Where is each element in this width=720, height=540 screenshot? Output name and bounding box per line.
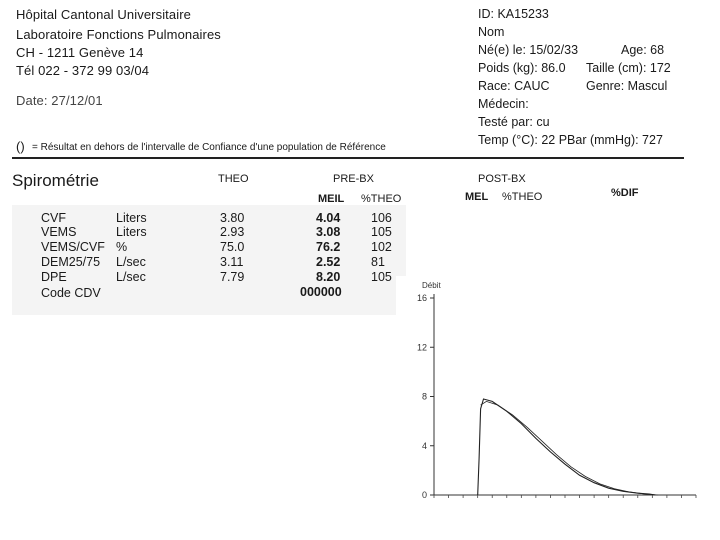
row-name: VEMS/CVF [41,240,105,254]
row-theo: 2.93 [220,225,245,239]
header-divider [12,157,684,159]
row-meil: 2.52 [316,255,341,269]
col-header-pct-theo: %THEO [361,193,402,205]
row-unit: Liters [116,225,147,239]
row-pct-theo: 81 [371,255,385,269]
y-tick-label: 12 [416,342,427,353]
patient-physician: Médecin: [478,97,529,111]
row-theo: 3.11 [220,255,244,269]
col-header-mel: MEL [465,191,489,203]
row-meil: 3.08 [316,225,341,239]
row-name: DPE [41,270,67,284]
row-meil: 4.04 [316,211,341,225]
row-meil: 76.2 [316,240,341,254]
legend-symbol: () [16,139,25,154]
row-unit: L/sec [116,270,146,284]
col-header-pct-theo-post: %THEO [502,191,543,203]
patient-weight: Poids (kg): 86.0 [478,61,566,75]
patient-conditions: Temp (°C): 22 PBar (mmHg): 727 [478,133,663,147]
hospital-name: Hôpital Cantonal Universitaire [16,7,191,22]
patient-gender: Genre: Mascul [586,79,668,93]
flow-volume-chart [396,276,712,516]
code-cdv-label: Code CDV [41,286,101,300]
row-meil: 8.20 [316,270,341,284]
patient-race: Race: CAUC [478,79,550,93]
y-tick-label: 8 [421,391,427,402]
patient-id: ID: KA15233 [478,7,549,21]
row-theo: 3.80 [220,211,245,225]
y-tick-label: 0 [421,490,427,500]
col-header-meil: MEIL [318,193,345,205]
col-header-postbx: POST-BX [478,173,526,185]
row-pct-theo: 106 [371,211,392,225]
lab-name: Laboratoire Fonctions Pulmonaires [16,27,221,42]
section-title: Spirométrie [12,171,99,190]
row-name: CVF [41,211,66,225]
row-theo: 75.0 [220,240,245,254]
col-header-prebx: PRE-BX [333,173,374,185]
legend-note: = Résultat en dehors de l'intervalle de Confiance d'une population de Référence [32,142,386,153]
patient-age: Age: 68 [621,43,665,57]
patient-height: Taille (cm): 172 [586,61,671,75]
col-header-theo: THEO [218,173,249,185]
y-tick-label: 4 [421,440,427,451]
y-tick-label: 16 [416,293,427,303]
row-unit: % [116,240,128,254]
patient-dob: Né(e) le: 15/02/33 [478,43,579,57]
patient-name: Nom [478,25,505,39]
row-unit: L/sec [116,255,146,269]
code-cdv-value: 000000 [300,285,342,299]
row-pct-theo: 105 [371,225,392,239]
row-theo: 7.79 [220,270,245,284]
y-axis-label: Débit [422,281,441,290]
row-name: DEM25/75 [41,255,101,269]
row-pct-theo: 105 [371,270,392,284]
hospital-address: CH - 1211 Genève 14 [16,45,144,60]
patient-tester: Testé par: cu [478,115,550,129]
row-name: VEMS [41,225,77,239]
hospital-phone: Tél 022 - 372 99 03/04 [16,63,150,78]
row-pct-theo: 102 [371,240,392,254]
row-unit: Liters [116,211,147,225]
col-header-pct-dif: %DIF [611,187,639,199]
report-date: Date: 27/12/01 [16,93,103,108]
chart-background [396,276,712,516]
